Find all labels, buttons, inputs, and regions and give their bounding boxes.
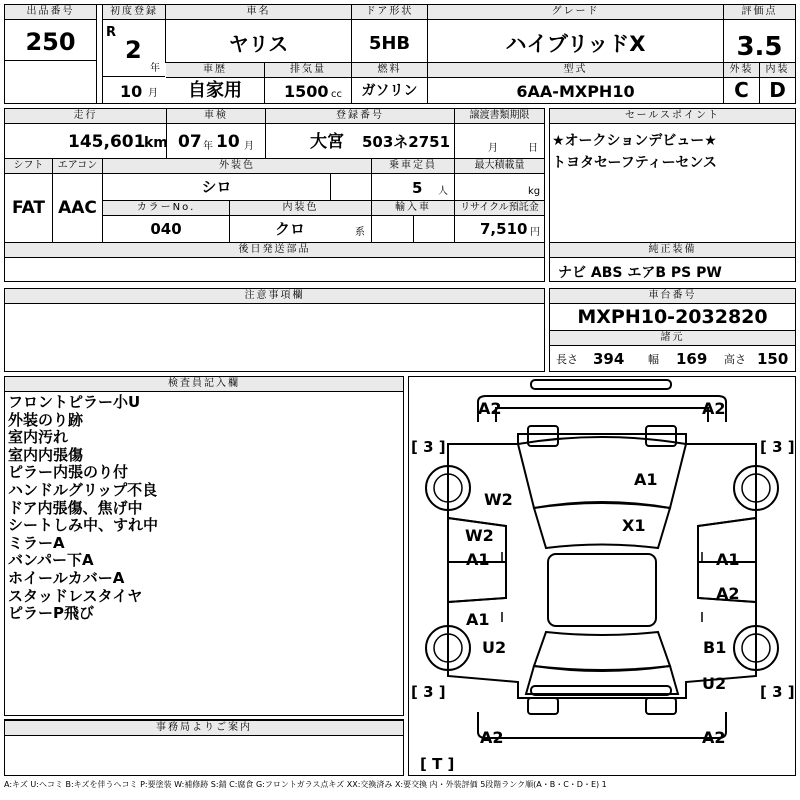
equipment-label: 純正装備 [550,243,795,258]
first-reg-label: 初度登録 [103,5,165,20]
remark-2: 外装のり跡 [8,410,84,429]
int-color-label: 内装色 [230,201,371,216]
fuel: ガソリン [361,83,418,99]
mark-front-fender-left: W2 [484,490,513,509]
damage-legend: A:キズ U:ヘコミ B:キズを伴うヘコミ P:要塗装 W:補修跡 S:錆 C:腐食 G:フロントガラス点キズ XX:交換済み X:要交換 内・外装評価 5段階ランク順(A・B・C・D・E) 1 [4,780,607,789]
mark-rear-door-right: A2 [716,584,740,603]
dims-label: 諸元 [550,331,795,346]
equipment-items: ナビ ABS エアB PS PW [558,265,722,281]
max-load-label: 最大積載量 [455,159,544,174]
exterior-label: 外装 [724,63,759,78]
rear-window [534,632,670,670]
rear-bumper [478,712,726,738]
recycle-fee: 7,510 [480,220,528,238]
mark-front-left: A2 [478,399,502,418]
score-label: 評価点 [724,5,795,20]
month-unit: 月 [148,88,158,99]
car-diagram [408,376,796,776]
int-color: クロ [274,220,305,238]
bracket-trunk: [ T ] [420,755,455,773]
max-load-unit: kg [528,186,541,197]
mark-rear-quarter-right: U2 [702,674,727,693]
tailgate [526,666,678,694]
front-grille [496,408,708,422]
lot-number: 250 [25,28,76,56]
interior-label: 内装 [760,63,795,78]
capacity-label: 乗車定員 [372,159,454,174]
bracket-front-left: [ 3 ] [411,438,446,456]
hood [518,437,686,508]
office-label: 事務局よりご案内 [5,721,403,736]
remark-3: 室内汚れ [8,428,69,447]
height: 150 [757,350,789,368]
mark-rear-door-left: A1 [466,610,490,629]
mark-hood: A1 [634,470,658,489]
ac-label: エアコン [53,159,102,174]
car-name-label: 車名 [166,5,351,20]
front-bumper-bar [531,380,671,389]
mark-rear-left: A2 [480,728,504,747]
remark-1: フロントピラー小U [8,393,141,411]
displacement-label: 排気量 [265,63,351,78]
capacity: 5 [412,179,423,197]
remark-12: スタッドレスタイヤ [8,586,143,605]
fuel-label: 燃料 [352,63,427,78]
displacement: 1500 [284,82,329,101]
reg-no-label: 登録番号 [266,109,454,124]
roof [548,554,656,626]
remark-10: バンパー下A [8,551,94,570]
mileage: 145,601 [68,132,146,152]
year-unit: 年 [150,63,160,74]
remark-11: ホイールカバーA [8,569,125,587]
chassis-label: 車台番号 [550,289,795,304]
transfer-month-unit: 月 [488,143,498,154]
mark-windshield: X1 [622,516,646,535]
history: 自家用 [188,80,242,101]
inspection-month-unit: 月 [244,141,254,152]
color-no-label: カラーNo. [103,201,229,216]
exterior-grade: C [734,78,749,102]
ac: AAC [58,198,97,218]
remark-6: ハンドルグリップ不良 [8,481,158,499]
left-headlight [528,426,558,446]
int-color-unit: 系 [355,227,365,238]
ext-color-label: 外装色 [103,159,371,174]
reg-city: 大宮 [310,132,344,152]
km-unit: km [144,135,168,151]
mark-front-right: A2 [702,399,726,418]
score: 3.5 [736,32,783,62]
inspector-label: 検査員記入欄 [5,377,403,392]
mileage-label: 走行 [5,109,166,124]
lot-no-label: 出品番号 [5,5,96,20]
sales-points-label: セールスポイント [550,109,795,124]
import-label: 輸入車 [372,201,454,216]
width: 169 [676,350,708,368]
capacity-unit: 人 [438,186,448,197]
car-name: ヤリス [228,32,289,56]
mark-front-door-left-upper: W2 [465,526,494,545]
bracket-front-right: [ 3 ] [760,438,795,456]
later-parts-label: 後日発送部品 [5,243,544,258]
transfer-label: 譲渡書類期限 [455,109,544,124]
remark-8: シートしみ中、すれ中 [8,516,159,535]
era: R [106,25,117,40]
inspection-month: 10 [216,132,240,152]
interior-grade: D [769,78,786,102]
ext-color: シロ [201,178,232,196]
length: 394 [593,350,625,368]
bracket-rear-left: [ 3 ] [411,683,446,701]
windshield [534,502,670,548]
door-label: ドア形状 [352,5,427,20]
cc-unit: cc [331,89,342,100]
sales-point-2: トヨタセーフティーセンス [552,155,717,171]
model: 6AA-MXPH10 [516,82,635,101]
remark-13: ピラーP飛び [8,604,94,623]
transfer-day-unit: 日 [528,143,538,154]
sales-point-1: ★オークションデビュー★ [552,133,717,149]
mark-front-door-right: A1 [716,550,740,569]
bracket-rear-right: [ 3 ] [760,683,795,701]
color-no: 040 [150,220,182,238]
mark-front-door-left: A1 [466,550,490,569]
right-headlight [646,426,676,446]
inspection-year: 07 [178,132,202,152]
inspection-label: 車検 [167,109,265,124]
grade-label: グレード [428,5,723,20]
door-type: 5HB [368,33,411,54]
chassis-number: MXPH10-2032820 [577,306,768,328]
recycle-label: リサイクル預託金 [455,201,544,216]
right-taillight [646,698,676,714]
notes-label: 注意事項欄 [5,289,544,304]
shift-label: シフト [5,159,52,174]
left-taillight [528,698,558,714]
remark-5: ピラー内張のり付 [8,463,129,482]
first-reg-month: 10 [120,82,143,101]
yen-unit: 円 [530,227,540,238]
shift: FAT [11,198,46,218]
inspection-year-unit: 年 [203,141,213,152]
body-outline [448,434,756,698]
height-label: 高さ [724,353,746,366]
mark-rear-right: A2 [702,728,726,747]
length-label: 長さ [556,353,578,366]
reg-number: 503ネ2751 [362,133,451,151]
remark-4: 室内内張傷 [8,445,84,464]
remark-9: ミラーA [8,533,65,552]
mark-rear-fender-left: U2 [482,638,507,657]
history-label: 車歴 [166,63,264,78]
mark-rear-fender-right: B1 [703,638,727,657]
remark-7: ドア内張傷、焦げ中 [8,498,143,517]
width-label: 幅 [648,353,659,366]
grade: ハイブリッドX [505,32,646,56]
model-label: 型式 [428,63,723,78]
first-reg-year: 2 [125,36,142,64]
